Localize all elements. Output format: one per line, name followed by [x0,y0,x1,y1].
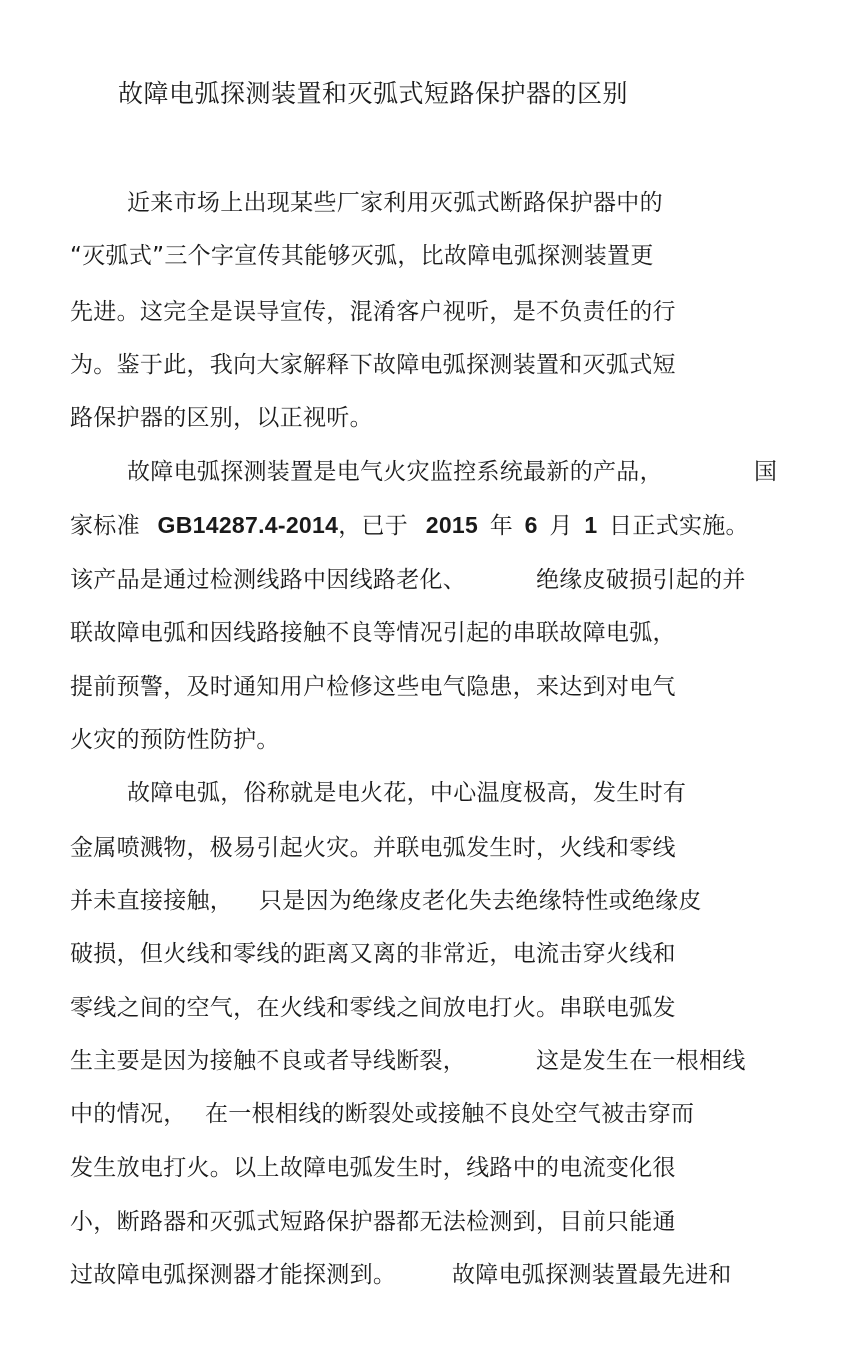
paragraph-2-line-1 [127,453,663,486]
text-segment: ，已于 [338,513,409,539]
paragraph-2-line-1-text: 故障电弧探测装置是电气火灾监控系统最新的产品， [127,459,663,485]
paragraph-3-line-5: 零线之间的空气，在火线和零线之间放电打火。串联电弧发 [70,995,676,1021]
paragraph-2-line-4: 联故障电弧和因线路接触不良等情况引起的串联故障电弧， [70,620,676,646]
year-value: 2015 [425,512,479,538]
paragraph-2-line-6: 火灾的预防性防护。 [70,727,280,753]
month-value: 6 [524,512,538,538]
paragraph-3-line-10-end: 故障电弧探测装置最先进和 [452,1262,732,1288]
paragraph-1-line-4: 为。鉴于此，我向大家解释下故障电弧探测装置和灭弧式短 [70,352,676,378]
paragraph-3-line-6: 生主要是因为接触不良或者导线断裂， [70,1048,467,1074]
paragraph-3-line-3-end: 只是因为绝缘皮老化失去绝缘特性或绝缘皮 [259,888,702,914]
paragraph-3-line-8: 发生放电打火。以上故障电弧发生时，线路中的电流变化很 [70,1155,676,1181]
text-segment: 日正式实施。 [609,513,749,539]
standard-number: GB14287.4-2014 [157,512,339,538]
day-value: 1 [584,512,598,538]
paragraph-2-line-3-end: 绝缘皮破损引起的并 [536,567,746,593]
paragraph-3-line-3: 并未直接接触， [70,888,234,914]
paragraph-2-line-5: 提前预警，及时通知用户检修这些电气隐患，来达到对电气 [70,674,676,700]
paragraph-1-line-5: 路保护器的区别，以正视听。 [70,405,373,431]
paragraph-3-line-2: 金属喷溅物，极易引起火灾。并联电弧发生时，火线和零线 [70,835,676,861]
text-segment: 该产品是通过检测线路中因线路老化、 [70,567,467,593]
text-segment: 家标准 [70,513,140,539]
paragraph-3-line-7: 中的情况， [70,1101,187,1127]
paragraph-3-line-7-end: 在一根相线的断裂处或接触不良处空气被击穿而 [205,1101,695,1127]
paragraph-3-line-1: 故障电弧，俗称就是电火花，中心温度极高，发生时有 [127,780,687,806]
paragraph-3-line-6-end: 这是发生在一根相线 [536,1048,746,1074]
paragraph-2-line-3 [70,561,466,594]
paragraph-1-line-3: 先进。这完全是误导宣传，混淆客户视听，是不负责任的行 [70,299,676,325]
document-title: 故障电弧探测装置和灭弧式短路保护器的区别 [118,79,629,108]
paragraph-1-line-2: “灭弧式”三个字宣传其能够灭弧，比故障电弧探测装置更 [70,243,654,269]
paragraph-3-line-10: 过故障电弧探测器才能探测到。 [70,1262,397,1288]
paragraph-3-line-9: 小，断路器和灭弧式短路保护器都无法检测到，目前只能通 [70,1209,676,1235]
paragraph-2-line-1-end: 国 [754,459,778,485]
paragraph-3-line-4: 破损，但火线和零线的距离又离的非常近，电流击穿火线和 [70,941,676,967]
text-segment: 年 [489,513,514,539]
paragraph-2-line-2 [70,507,749,540]
text-segment: 月 [549,513,573,539]
paragraph-1-line-1: 近来市场上出现某些厂家利用灭弧式断路保护器中的 [127,190,663,216]
